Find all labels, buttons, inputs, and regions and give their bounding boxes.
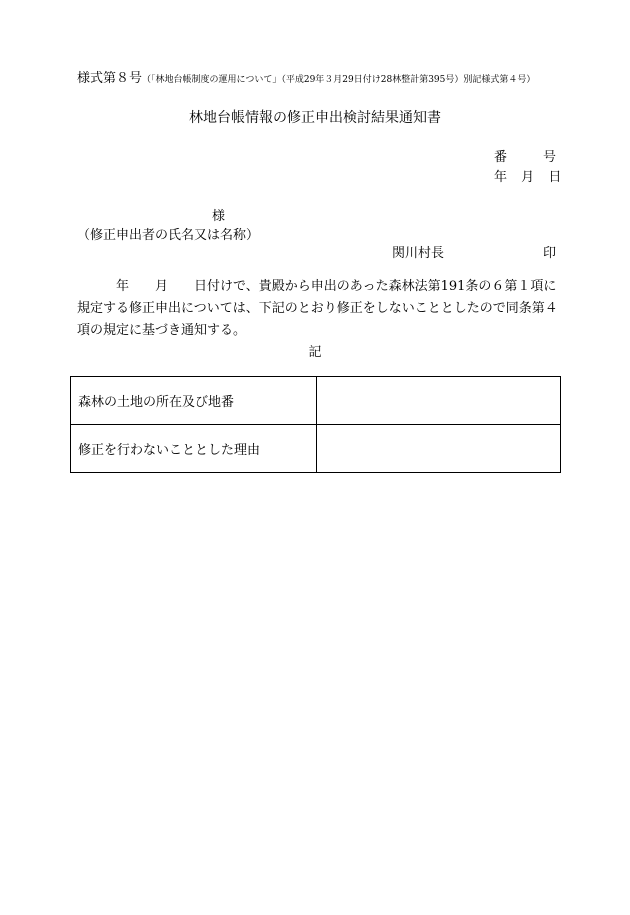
sender-name: 関川村長: [392, 246, 445, 261]
seal-mark: 印: [543, 246, 557, 261]
table-label-reason: 修正を行わないこととした理由: [71, 425, 317, 473]
number-label-right: 号: [543, 150, 557, 165]
form-number-header: [77, 67, 535, 86]
notice-body-text: 年 月 日付けで、貴殿から申出のあった森林法第191条の６第１項に規定する修正申出については、下記のとおり修正をしないこととしたので同条第４項の規定に基づき通知する。: [77, 279, 558, 338]
date-month: 月: [521, 170, 535, 185]
recipient-honorific: 様: [212, 209, 226, 224]
table-value-reason: [317, 425, 561, 473]
table-row: [71, 377, 561, 425]
date-day: 日: [548, 170, 562, 185]
date-year: 年: [494, 170, 508, 185]
number-label-left: 番: [494, 150, 508, 165]
form-note: （「林地台帳制度の運用について」（平成29年３月29日付け28林整計第395号）別記様式第４号）: [142, 75, 536, 85]
document-title: 林地台帳情報の修正申出検討結果通知書: [189, 110, 441, 126]
ki-heading: 記: [308, 345, 322, 360]
details-table: [70, 376, 561, 473]
reference-number: [494, 146, 556, 165]
applicant-label: （修正申出者の氏名又は名称）: [77, 228, 260, 243]
form-number: 様式第８号: [77, 71, 143, 86]
issue-date: [494, 166, 571, 185]
table-row: [71, 425, 561, 473]
table-label-location: 森林の土地の所在及び地番: [71, 377, 317, 425]
table-value-location: [317, 377, 561, 425]
